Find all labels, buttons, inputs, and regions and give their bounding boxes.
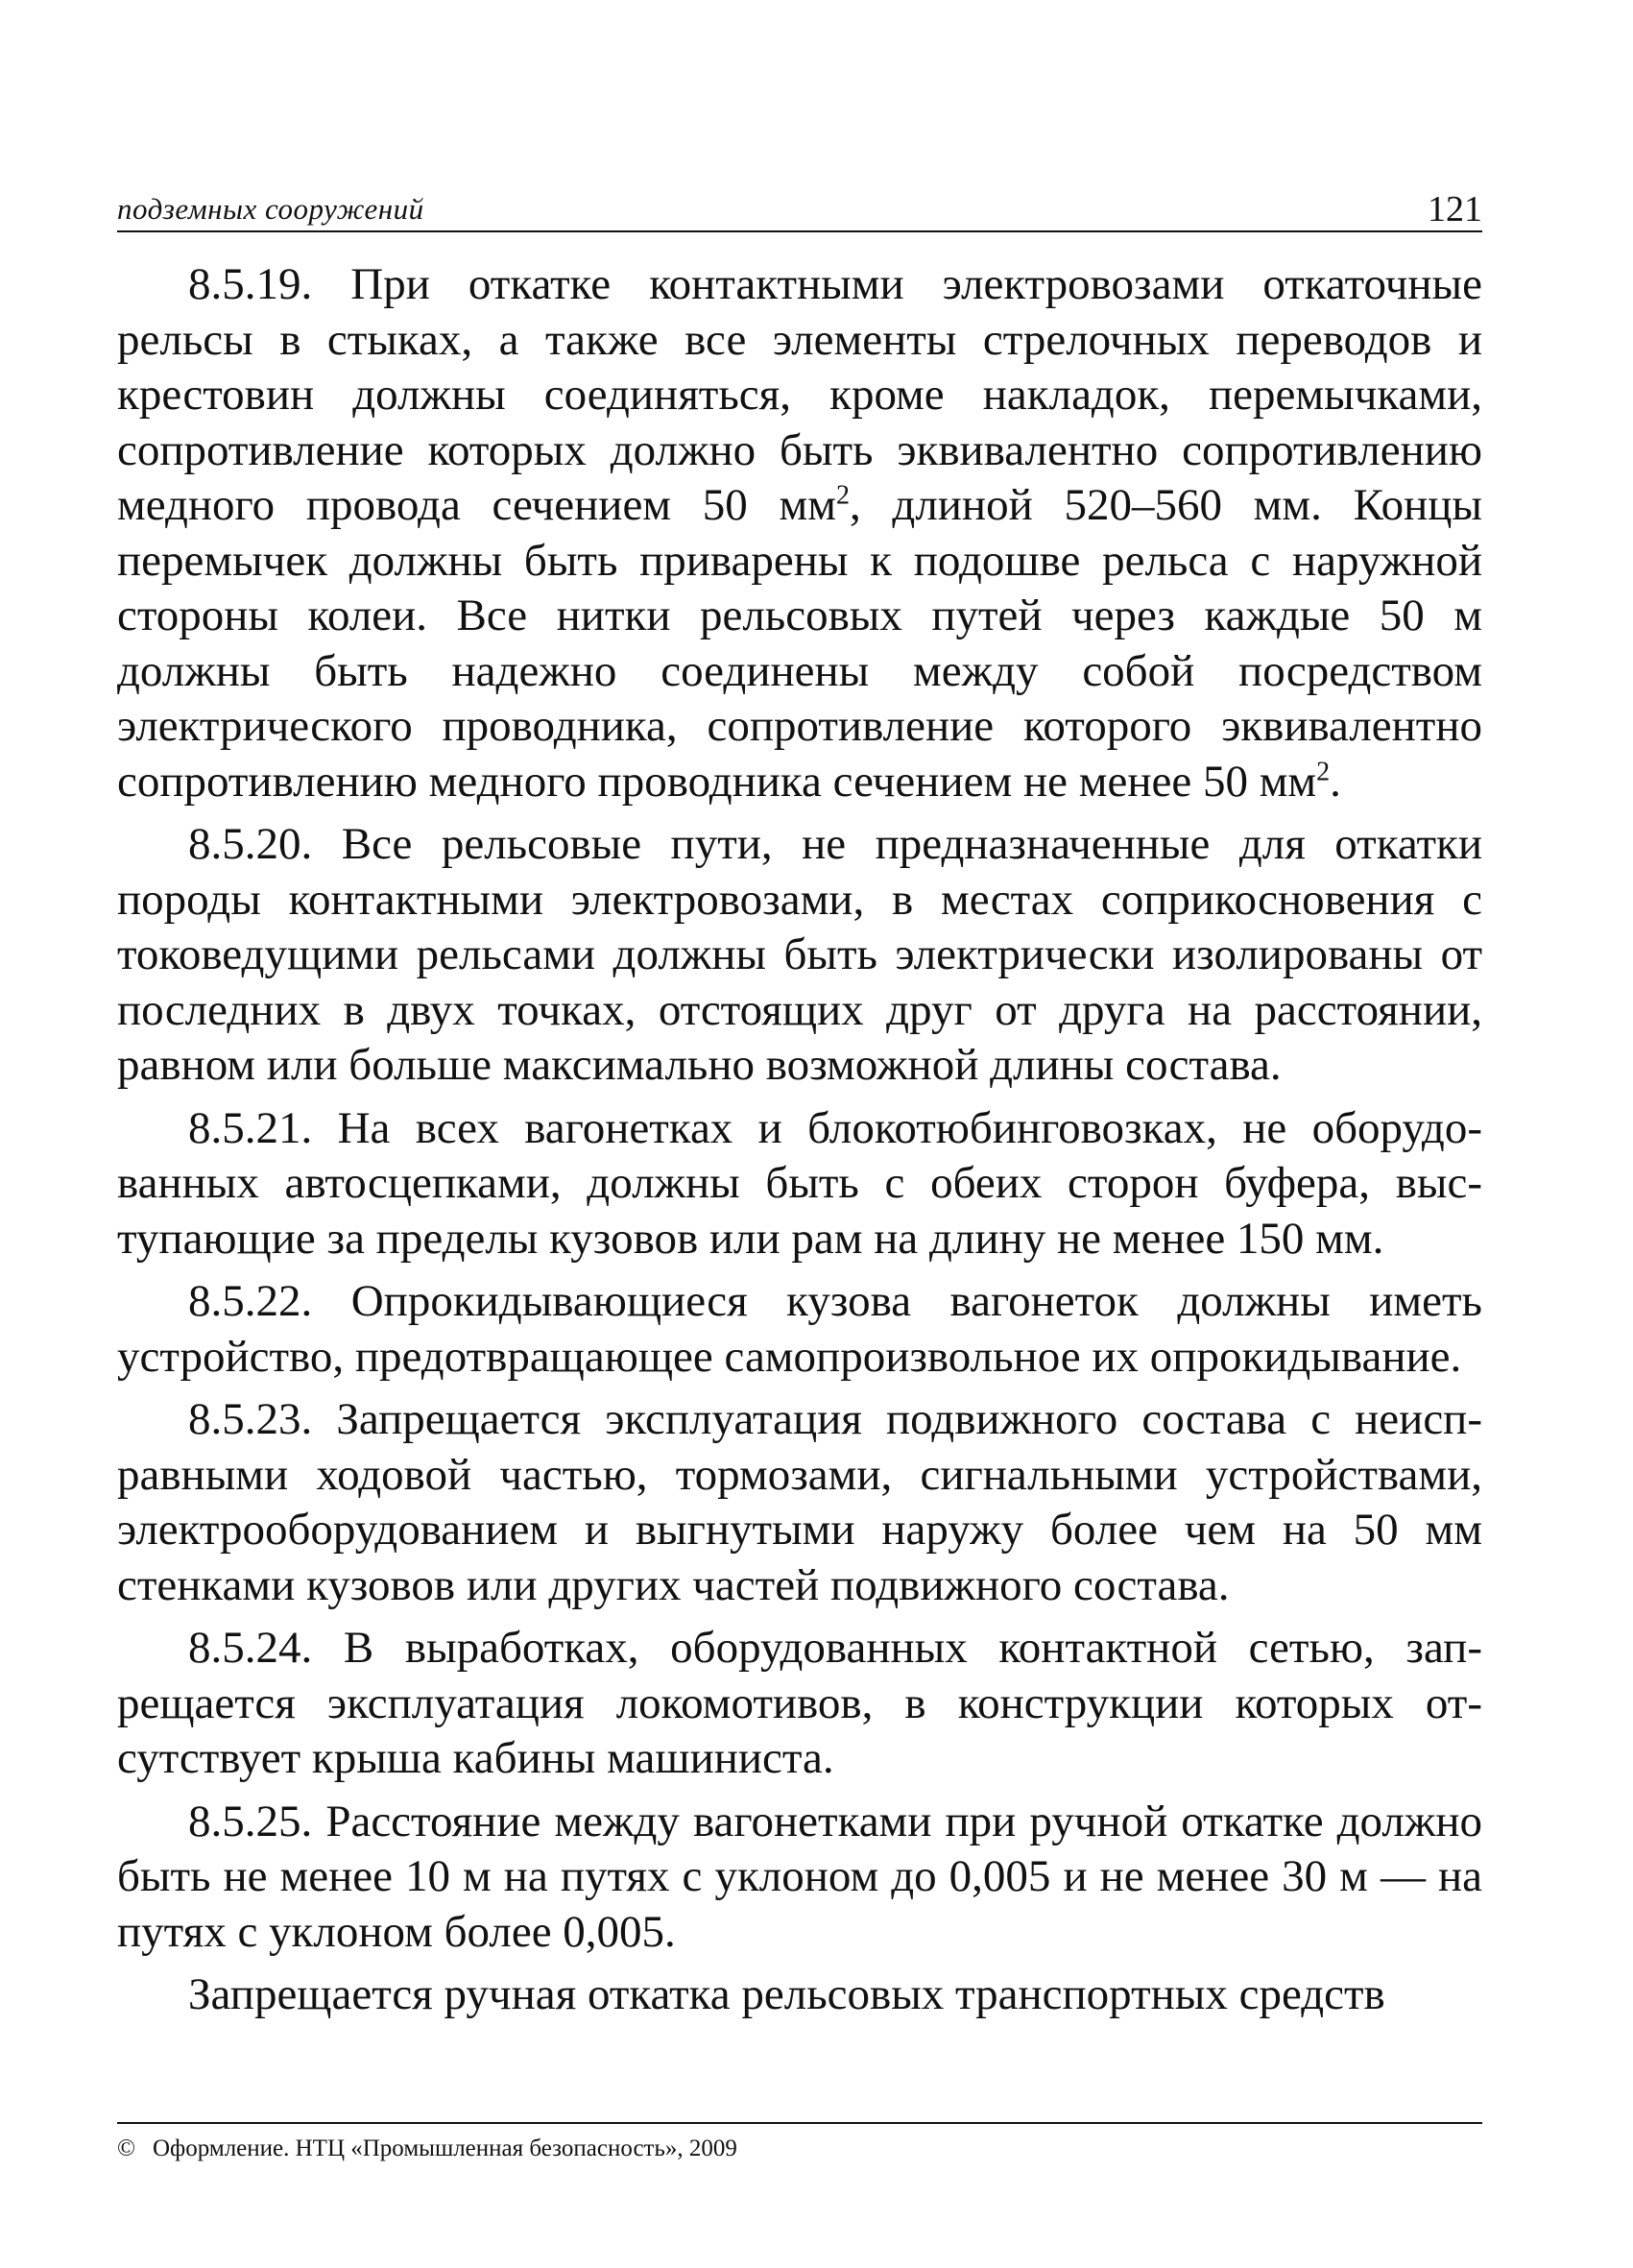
footer-text: Оформление. НТЦ «Промышленная безопасность», 2009 bbox=[153, 2135, 737, 2161]
paragraph-8-5-19 bbox=[117, 257, 1482, 809]
running-header-title: подземных сооружений bbox=[117, 192, 424, 226]
copyright-icon: © bbox=[117, 2135, 135, 2161]
paragraph-8-5-20: 8.5.20. Все рельсовые пути, не предназначенные для откатки породы контактными электровозами, в местах соприкосновения с токоведущими рельсами должны быть электрически изолированы от последних в двух точках, отстоящих друг от друга на расстоянии, равном или больше максимально возможной длины состава. bbox=[117, 819, 1482, 1090]
paragraph-8-5-22: 8.5.22. Опрокидывающиеся кузова вагонеток должны иметь устройство, предотвращающее самопроизвольное их опрокидывание. bbox=[117, 1276, 1482, 1382]
superscript: 2 bbox=[835, 480, 850, 511]
page-number: 121 bbox=[1428, 189, 1482, 229]
running-header bbox=[117, 182, 1482, 232]
page-footer bbox=[117, 2122, 1482, 2162]
superscript: 2 bbox=[1316, 756, 1331, 786]
paragraph-8-5-21: 8.5.21. На всех вагонетках и блокотюбинговозках, не оборудованных автосцепками, должны быть с обеих сторон буфера, выступающие за пределы кузовов или рам на длину не менее 150 мм. bbox=[117, 1102, 1482, 1264]
paragraph-text: 8.5.19. При откатке контактными электровозами откаточные рельсы в стыках, а также все элементы стрелочных переводов и крестовин должны соединяться, кроме накладок, перемычками, сопротивление которых должно быть эквивалентно сопротивлению медного провода сечением 50 мм bbox=[117, 259, 1482, 530]
paragraph-8-5-24: 8.5.24. В выработках, оборудованных контактной сетью, запрещается эксплуатация локомотивов, в конструкции которых отсутствует крыша кабины машиниста. bbox=[117, 1623, 1482, 1783]
paragraph-continuation: Запрещается ручная откатка рельсовых транспортных средств bbox=[188, 1969, 1385, 2019]
main-text bbox=[117, 257, 1482, 2023]
paragraph-8-5-23: 8.5.23. Запрещается эксплуатация подвижного состава с неисправными ходовой частью, тормозами, сигнальными устройствами, электрооборудованием и выгнутыми наружу более чем на 50 мм стенками кузовов или других частей подвижного состава. bbox=[117, 1394, 1482, 1610]
paragraph-text: . bbox=[1330, 756, 1341, 807]
document-page bbox=[117, 182, 1482, 2160]
paragraph-text: , длиной 520–560 мм. Концы перемычек должны быть приварены к подошве рельса с наружной стороны колеи. Все нитки рельсовых путей через каждые 50 м должны быть надежно соединены между собой посредством электрического проводника, сопротивление которого эквивалентно сопротивлению медного проводника сечением не менее 50 мм bbox=[117, 480, 1482, 807]
paragraph-8-5-25: 8.5.25. Расстояние между вагонетками при ручной откатке должно быть не менее 10 м на путях с уклоном до 0,005 и не менее 30 м — на путях с уклоном более 0,005. bbox=[117, 1796, 1482, 1957]
